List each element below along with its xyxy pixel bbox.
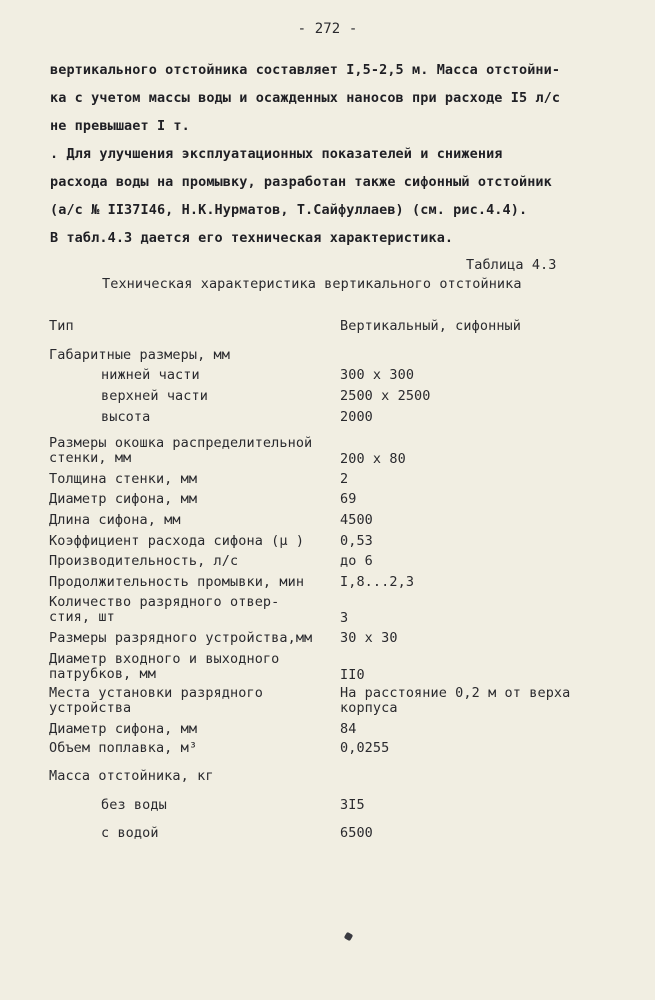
paragraph2-line1: . Для улучшения эксплуатационных показателей и снижения bbox=[50, 146, 503, 162]
paragraph1-line1: вертикального отстойника составляет I,5-2,5 м. Масса отстойни- bbox=[50, 62, 561, 78]
dim-upper-label: верхней части bbox=[101, 388, 208, 404]
mass-wet-label: с водой bbox=[101, 825, 159, 841]
wall-thickness-label: Толщина стенки, мм bbox=[49, 471, 198, 487]
discharge-device-size-value: 30 х 30 bbox=[340, 630, 398, 646]
paragraph2-line3: (а/с № II37I46, Н.К.Нурматов, Т.Сайфуллаев) (см. рис.4.4). bbox=[50, 202, 528, 218]
table-title: Техническая характеристика вертикального отстойника bbox=[102, 276, 522, 292]
pipe-diameter-value: II0 bbox=[340, 667, 365, 683]
siphon-length-value: 4500 bbox=[340, 512, 373, 528]
mass-dry-value: 3I5 bbox=[340, 797, 365, 813]
window-size-label: Размеры окошка распределительной стенки, мм bbox=[49, 435, 313, 466]
discharge-location-value: На расстояние 0,2 м от верха корпуса bbox=[340, 685, 571, 716]
dimensions-title: Габаритные размеры, мм bbox=[49, 347, 231, 363]
siphon-diameter-value: 69 bbox=[340, 491, 357, 507]
paragraph2-line4: В табл.4.3 дается его техническая характеристика. bbox=[50, 230, 454, 246]
flush-duration-value: I,8...2,3 bbox=[340, 574, 415, 590]
discharge-device-size-label: Размеры разрядного устройства,мм bbox=[49, 630, 313, 646]
dim-height-value: 2000 bbox=[340, 409, 373, 425]
type-value: Вертикальный, сифонный bbox=[340, 318, 522, 334]
dim-upper-value: 2500 х 2500 bbox=[340, 388, 431, 404]
dim-lower-label: нижней части bbox=[101, 367, 200, 383]
paragraph2-line2: расхода воды на промывку, разработан также сифонный отстойник bbox=[50, 174, 552, 190]
page-number: - 272 - bbox=[297, 21, 358, 37]
capacity-value: до 6 bbox=[340, 553, 373, 569]
type-label: Тип bbox=[49, 318, 74, 334]
discharge-location-label: Места установки разрядного устройства bbox=[49, 685, 263, 716]
flow-coefficient-value: 0,53 bbox=[340, 533, 373, 549]
dim-lower-value: 300 х 300 bbox=[340, 367, 415, 383]
mass-wet-value: 6500 bbox=[340, 825, 373, 841]
flush-duration-label: Продолжительность промывки, мин bbox=[49, 574, 305, 590]
float-volume-value: 0,0255 bbox=[340, 740, 390, 756]
siphon-diameter-2-value: 84 bbox=[340, 721, 357, 737]
ink-mark bbox=[344, 932, 354, 942]
siphon-diameter-2-label: Диаметр сифона, мм bbox=[49, 721, 198, 737]
table-number: Таблица 4.3 bbox=[466, 257, 557, 273]
discharge-holes-value: 3 bbox=[340, 610, 349, 626]
siphon-diameter-label: Диаметр сифона, мм bbox=[49, 491, 198, 507]
capacity-label: Производительность, л/с bbox=[49, 553, 239, 569]
flow-coefficient-label: Коэффициент расхода сифона (μ ) bbox=[49, 533, 305, 549]
siphon-length-label: Длина сифона, мм bbox=[49, 512, 181, 528]
dim-height-label: высота bbox=[101, 409, 151, 425]
window-size-value: 200 х 80 bbox=[340, 451, 406, 467]
paragraph1-line3: не превышает I т. bbox=[50, 118, 190, 134]
paragraph1-line2: ка с учетом массы воды и осажденных наносов при расходе I5 л/с bbox=[50, 90, 561, 106]
mass-title: Масса отстойника, кг bbox=[49, 768, 214, 784]
discharge-holes-label: Количество разрядного отвер- стия, шт bbox=[49, 594, 280, 625]
mass-dry-label: без воды bbox=[101, 797, 167, 813]
float-volume-label: Объем поплавка, м³ bbox=[49, 740, 198, 756]
wall-thickness-value: 2 bbox=[340, 471, 349, 487]
pipe-diameter-label: Диаметр входного и выходного патрубков, мм bbox=[49, 651, 280, 682]
